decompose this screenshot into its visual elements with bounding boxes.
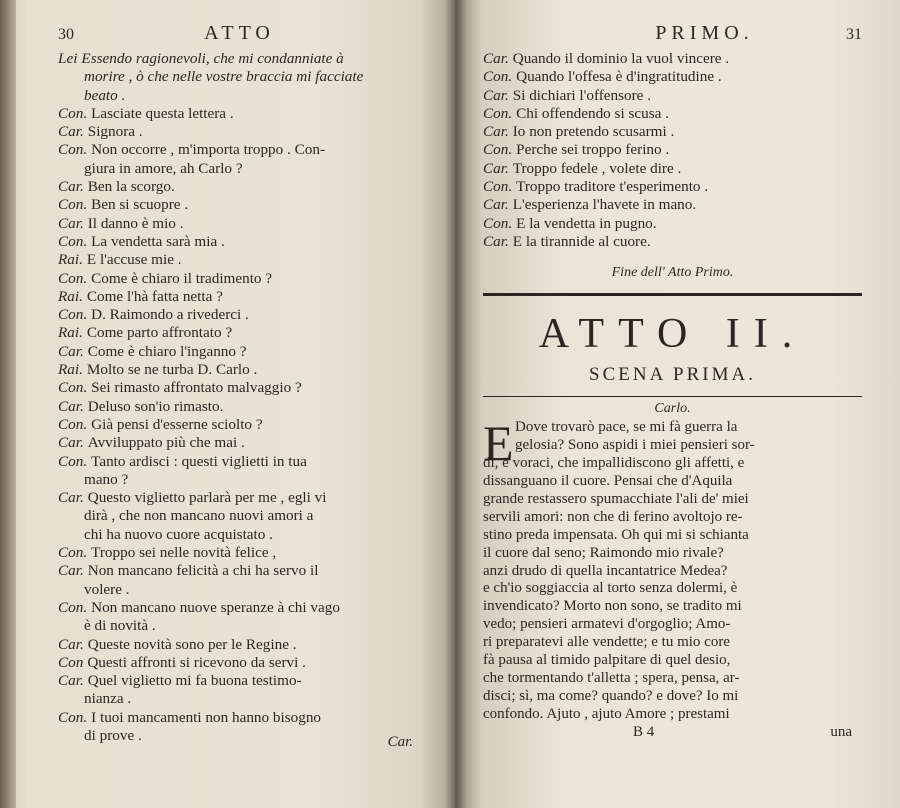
dialogue-line — [58, 379, 435, 397]
prose-line: il cuore dal seno; Raimondo mio rivale? — [483, 544, 724, 561]
line-text: chi ha nuovo cuore acquistato . — [84, 525, 273, 543]
drop-cap: E — [483, 415, 514, 472]
line-text: Non mancano felicità a chi ha servo il — [87, 562, 319, 580]
line-text: volere . — [84, 580, 130, 598]
dialogue-line — [58, 690, 435, 708]
line-text: Non occorre , m'importa troppo . Con- — [91, 141, 325, 159]
dialogue-line — [483, 215, 862, 233]
speaker-label: Rai. — [58, 361, 83, 379]
line-text: Come parto affrontato ? — [86, 324, 233, 342]
dialogue-line — [58, 434, 435, 452]
speaker-label: Con. — [483, 104, 513, 122]
speaker-label: Con. — [483, 178, 513, 196]
speaker-label: Con. — [58, 141, 88, 159]
dialogue-line — [58, 141, 435, 159]
speaker-label: Con. — [483, 214, 513, 232]
dialogue-line — [58, 251, 435, 269]
left-running-head — [58, 22, 435, 48]
line-text: nianza . — [84, 690, 132, 708]
dialogue-line — [58, 489, 435, 507]
line-text: Quel viglietto mi fa buona testimo- — [87, 672, 302, 690]
speaker-label: Car. — [58, 635, 84, 653]
dialogue-line — [58, 453, 435, 471]
speaker-label: Car. — [58, 178, 84, 196]
prose-line: confondo. Ajuto , ajuto Amore ; prestami — [483, 705, 730, 722]
book-edge — [0, 0, 16, 808]
dialogue-line — [483, 50, 862, 68]
speaker-label: Car. — [58, 489, 84, 507]
dialogue-line — [483, 105, 862, 123]
act-title: ATTO II. — [538, 311, 807, 358]
speaker-label: Con. — [58, 598, 88, 616]
speaker-label: Rai. — [58, 324, 83, 342]
line-text: Ben la scorgo. — [87, 178, 175, 196]
speaker-label: Con. — [58, 306, 88, 324]
dialogue-line — [58, 416, 435, 434]
right-running-title: PRIMO. — [655, 22, 754, 44]
line-text: mano ? — [84, 470, 129, 488]
speaker-label: Car. — [58, 562, 84, 580]
dialogue-line — [483, 233, 862, 251]
line-text: Chi offendendo si scusa . — [516, 104, 669, 122]
dialogue-line — [483, 68, 862, 86]
line-text: Troppo traditore t'esperimento . — [516, 178, 709, 196]
line-text: I tuoi mancamenti non hanno bisogno — [91, 708, 322, 726]
prose-line: gelosia? Sono aspidi i miei pensieri sor- — [515, 437, 755, 454]
prose-line: vedo; pensieri armatevi d'orgoglio; Amo- — [483, 616, 731, 633]
page-footer — [483, 724, 862, 741]
line-text: E la vendetta in pugno. — [516, 214, 657, 232]
prose-line: anzi drudo di quella incantatrice Medea? — [483, 562, 728, 579]
line-text: beato . — [84, 86, 126, 104]
line-text: Troppo sei nelle novità felice , — [91, 544, 277, 562]
line-text: di prove . — [84, 726, 142, 744]
line-text: è di novità . — [84, 617, 156, 635]
line-text: Signora . — [87, 123, 143, 141]
dialogue-line — [58, 160, 435, 178]
prose-line: di, e voraci, che impallidiscono gli affetti, e — [483, 455, 745, 472]
prose-line: Dove trovarò pace, se mi fà guerra la — [515, 419, 738, 436]
line-text: Queste novità sono per le Regine . — [87, 635, 297, 653]
dialogue-line — [58, 562, 435, 580]
line-text: giura in amore, ah Carlo ? — [84, 159, 243, 177]
dialogue-line — [58, 343, 435, 361]
dialogue-line — [483, 196, 862, 214]
dialogue-line — [58, 599, 435, 617]
speaker-label: Car. — [58, 342, 84, 360]
dialogue-line — [58, 581, 435, 599]
speaker-label: Con. — [58, 104, 88, 122]
prose-line: ri preparatevi alle vendette; e tu mio core — [483, 634, 730, 651]
scene-speaker: Carlo. — [654, 401, 691, 417]
dialogue-line — [58, 361, 435, 379]
line-text: Quando l'offesa è d'ingratitudine . — [516, 68, 722, 86]
speaker-label: Con — [58, 653, 84, 671]
signature-mark: B 4 — [633, 723, 655, 740]
speaker-label: Con. — [58, 269, 88, 287]
prose-line: fà pausa al timido palpitare di quel desio, — [483, 652, 731, 669]
line-text: Lasciate questa lettera . — [91, 104, 234, 122]
dialogue-line — [58, 672, 435, 690]
dialogue-line — [58, 324, 435, 342]
line-text: Quando il dominio la vuol vincere . — [512, 50, 730, 67]
speaker-label: Con. — [483, 141, 513, 159]
dialogue-line — [58, 709, 435, 727]
speaker-label: Rai. — [58, 251, 83, 269]
prose-line: servili amori: non che di ferino avoltojo re- — [483, 508, 743, 525]
line-text: Troppo fedele , volete dire . — [512, 159, 682, 177]
dialogue-line — [58, 196, 435, 214]
speaker-label: Con. — [58, 415, 88, 433]
speaker-label: Rai. — [58, 287, 83, 305]
line-text: Come è chiaro il tradimento ? — [91, 269, 273, 287]
right-catchword: una — [830, 723, 852, 740]
line-text: Come è chiaro l'inganno ? — [87, 342, 247, 360]
dialogue-line — [58, 727, 435, 745]
dialogue-line — [58, 215, 435, 233]
speaker-label: Con. — [58, 232, 88, 250]
speaker-label: Car. — [483, 196, 509, 214]
speaker-label: Con. — [58, 196, 88, 214]
speaker-label: Con. — [58, 708, 88, 726]
speaker-label: Car. — [483, 232, 509, 250]
speaker-label: Lei — [58, 50, 78, 67]
dialogue-line — [58, 654, 435, 672]
book-gutter — [445, 0, 467, 808]
line-text: Questi affronti si ricevono da servi . — [87, 653, 306, 671]
dialogue-line — [58, 636, 435, 654]
line-text: Deluso son'io rimasto. — [87, 397, 224, 415]
dialogue-line — [483, 178, 862, 196]
prose-line: e ch'io soggiaccia al torto senza dolermi, è — [483, 580, 738, 597]
speaker-label: Car. — [58, 434, 84, 452]
left-dialogue — [58, 50, 435, 745]
line-text: Perche sei troppo ferino . — [516, 141, 670, 159]
dialogue-line — [58, 105, 435, 123]
dialogue-line — [58, 526, 435, 544]
dialogue-line — [58, 87, 435, 105]
right-running-head — [483, 22, 862, 48]
dialogue-line — [58, 123, 435, 141]
dialogue-line — [58, 233, 435, 251]
act-divider-rule — [483, 293, 862, 296]
speaker-label: Car. — [483, 159, 509, 177]
dialogue-line — [58, 398, 435, 416]
dialogue-line — [483, 160, 862, 178]
dialogue-line — [58, 507, 435, 525]
left-running-title: ATTO — [204, 22, 275, 44]
line-text: Essendo ragionevoli, che mi condanniate à — [81, 50, 344, 67]
line-text: Non mancano nuove speranze à chi vago — [91, 598, 340, 616]
line-text: Questo viglietto parlarà per me , egli vi — [87, 489, 327, 507]
speaker-label: Con. — [58, 544, 88, 562]
line-text: Avviluppato più che mai . — [87, 434, 245, 452]
left-catchword: Car. — [387, 734, 413, 750]
dialogue-line — [483, 141, 862, 159]
monologue — [483, 415, 862, 723]
dialogue-line — [58, 617, 435, 635]
line-text: Sei rimasto affrontato malvaggio ? — [91, 379, 302, 397]
line-text: Tanto ardisci : questi viglietti in tua — [91, 452, 307, 470]
dialogue-line — [58, 270, 435, 288]
dialogue-line — [58, 68, 435, 86]
speaker-label: Con. — [58, 452, 88, 470]
line-text: L'esperienza l'havete in mano. — [512, 196, 697, 214]
line-text: Io non pretendo scusarmi . — [512, 123, 675, 141]
dialogue-line — [58, 471, 435, 489]
prose-line: disci; sì, ma come? quando? e dove? Io mi — [483, 687, 739, 704]
line-text: E la tirannide al cuore. — [512, 232, 651, 250]
line-text: La vendetta sarà mia . — [91, 232, 225, 250]
line-text: morire , ò che nelle vostre braccia mi facciate — [84, 68, 364, 86]
speaker-label: Car. — [58, 123, 84, 141]
speaker-label: Car. — [483, 123, 509, 141]
line-text: Ben si scuopre . — [91, 196, 189, 214]
speaker-label: Car. — [483, 86, 509, 104]
line-text: Già pensi d'esserne sciolto ? — [91, 415, 263, 433]
speaker-label: Car. — [483, 50, 509, 67]
left-page-number: 30 — [58, 26, 74, 43]
dialogue-line — [58, 288, 435, 306]
line-text: Il danno è mio . — [87, 214, 184, 232]
line-text: Molto se ne turba D. Carlo . — [86, 361, 258, 379]
speaker-label: Car. — [58, 397, 84, 415]
right-page — [455, 0, 900, 808]
speaker-label: Car. — [58, 214, 84, 232]
line-text: D. Raimondo a rivederci . — [91, 306, 249, 324]
prose-line: invendicato? Morto non sono, se tradito mi — [483, 598, 742, 615]
end-of-act-note: Fine dell' Atto Primo. — [611, 265, 734, 281]
right-page-number: 31 — [845, 26, 862, 43]
speaker-label: Car. — [58, 672, 84, 690]
speaker-label: Con. — [58, 379, 88, 397]
dialogue-line — [483, 87, 862, 105]
prose-line: dissanguano il cuore. Pensai che d'Aquila — [483, 472, 733, 489]
prose-line: che tormentando t'alletta ; spera, pensa, ar- — [483, 669, 740, 686]
dialogue-line — [58, 50, 435, 68]
right-dialogue — [483, 50, 862, 251]
line-text: Si dichiari l'offensore . — [512, 86, 652, 104]
scene-title: SCENA PRIMA. — [589, 364, 756, 386]
speaker-label: Con. — [483, 68, 513, 86]
dialogue-line — [483, 123, 862, 141]
dialogue-line — [58, 306, 435, 324]
prose-line: stino preda impensata. Oh qui mi si schianta — [483, 526, 749, 543]
scene-divider-rule — [483, 396, 862, 397]
dialogue-line — [58, 178, 435, 196]
line-text: dirà , che non mancano nuovi amori a — [84, 507, 314, 525]
line-text: Come l'hà fatta netta ? — [86, 287, 223, 305]
line-text: E l'accuse mie . — [86, 251, 182, 269]
prose-line: grande restassero spumacchiate l'ali de' miei — [483, 490, 749, 507]
dialogue-line — [58, 544, 435, 562]
